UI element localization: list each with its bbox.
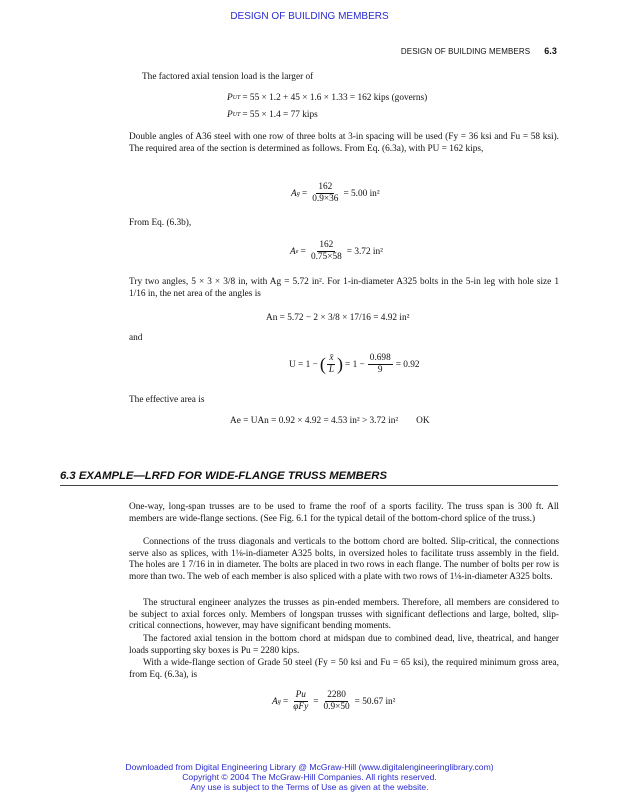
- footer-terms: Any use is subject to the Terms of Use as given at the website.: [190, 782, 429, 792]
- eq-ag-2-fraction-2: [321, 690, 351, 713]
- eq-u-rhs: = 0.92: [395, 359, 420, 370]
- eq-ae-1-fraction: [309, 240, 344, 263]
- para-4: The factored axial tension in the bottom chord at midspan due to combined dead, live, theatrical, and hanger loads supporting sky boxes is Pu = 2280 kips.: [129, 634, 559, 656]
- eq-ag-2-den1: φFy: [293, 702, 309, 712]
- eq-ae-1-lhs: A: [290, 246, 296, 257]
- eq-put-1: P UT = 55 × 1.2 + 45 × 1.6 × 1.33 = 162 kips (governs): [227, 93, 428, 103]
- eq-ag-2: A g = $\frac{Pu}{\text{φFy}}$ = $\frac{2280}{0.9\times 50}$ = 50.67 in²: [272, 690, 396, 712]
- footer-copyright: Copyright © 2004 The McGraw-Hill Companies. All rights reserved.: [182, 772, 437, 782]
- eq-ae-2: [230, 416, 430, 426]
- para-1: One-way, long-span trusses are to be used to frame the roof of a sports facility. The truss span is 300 ft. All members are wide-flange sections. (See Fig. 6.1 for the typical detail of the bottom-chord splice of the truss.): [129, 502, 559, 524]
- eq-u-fraction-1: [327, 353, 336, 376]
- eq-ae-1-sub: e: [295, 248, 299, 255]
- eq-ag-2-num2: 2280: [327, 690, 346, 700]
- top-banner: DESIGN OF BUILDING MEMBERS: [230, 11, 389, 22]
- eq-u-fraction-2: [368, 353, 393, 376]
- para-try: Try two angles, 5 × 3 × 3/8 in, with Ag = 5.72 in². For 1-in-diameter A325 bolts in the 5-in leg with hole size 1 1/16 in, the net area of the angles is: [129, 277, 559, 299]
- eq-ag-2-num1: Pu: [295, 690, 306, 700]
- eq-ag-lhs: A: [291, 188, 297, 199]
- eq-ag-rhs: = 5.00 in²: [343, 188, 380, 199]
- para-5: With a wide-flange section of Grade 50 steel (Fy = 50 ksi and Fu = 65 ksi), the required minimum gross area, from Eq. (6.3a), is: [129, 658, 559, 680]
- running-head: [401, 46, 557, 56]
- eq-ag-sub: g: [296, 190, 300, 197]
- eq-ae-2-expr: Ae = UAn = 0.92 × 4.92 = 4.53 in² > 3.72 in²: [230, 416, 399, 426]
- section-rule: [60, 485, 558, 486]
- eq-ag-2-rhs: = 50.67 in²: [354, 696, 396, 707]
- eq-u-num2: 0.698: [369, 353, 391, 363]
- eq-u-den1: L: [328, 365, 334, 375]
- eq-put-2-sub: UT: [232, 112, 241, 118]
- eq-put-1-rhs: = 55 × 1.2 + 45 × 1.6 × 1.33 = 162 kips (governs): [242, 93, 428, 103]
- eq-ag-fraction: [310, 182, 340, 205]
- eq-ag-2-lhs: A: [272, 696, 278, 707]
- eq-u-den2: 9: [377, 365, 383, 375]
- from-63b: From Eq. (6.3b),: [129, 218, 192, 228]
- effective-text: The effective area is: [129, 395, 205, 405]
- eq-ag: A g = $\frac{162}{0.9\times 36}$ = 5.00 in²: [291, 182, 380, 204]
- and-text: and: [129, 333, 143, 343]
- eq-u-num1: x̄: [329, 353, 334, 363]
- eq-ae-1-num: 162: [319, 240, 334, 250]
- eq-ae-1-den: 0.75×58: [310, 252, 342, 262]
- eq-u-close-paren: ): [337, 354, 343, 374]
- para-3: The structural engineer analyzes the trusses as pin-ended members. Therefore, all members are considered to be subject to axial forces only. Members of longspan trusses with significant deflections and large, bolted, slip-critical connections, however, may have significant bending moments.: [129, 598, 559, 632]
- eq-u: [289, 353, 420, 376]
- footer-download-link[interactable]: Downloaded from Digital Engineering Library @ McGraw-Hill (www.digitalengineeringlibrary.com): [125, 762, 494, 772]
- eq-ae-1: A e = $\frac{162}{0.75\times 58}$ = 3.72 in²: [290, 240, 383, 262]
- eq-ag-2-sub: g: [277, 698, 281, 705]
- para-angles: Double angles of A36 steel with one row of three bolts at 3-in spacing will be used (Fy = 36 ksi and Fu = 58 ksi). The required area of the section is determined as follows. From Eq. (6.3a), with PU = 162 kips,: [129, 132, 559, 154]
- eq-u-open-paren: (: [319, 354, 326, 374]
- eq-ag-2-den2: 0.9×50: [323, 702, 350, 712]
- eq-put-2: P UT = 55 × 1.4 = 77 kips: [227, 110, 318, 120]
- eq-an: An = 5.72 − 2 × 3/8 × 17/16 = 4.92 in²: [266, 313, 410, 323]
- eq-ag-den: 0.9×36: [312, 194, 339, 204]
- eq-put-1-sub: UT: [232, 95, 241, 101]
- eq-u-mid: = 1 −: [345, 359, 365, 370]
- eq-u-lhs: U = 1 −: [289, 359, 318, 370]
- intro-line: The factored axial tension load is the larger of: [142, 72, 314, 82]
- eq-ag-2-fraction-1: [291, 690, 310, 713]
- eq-ag-num: 162: [318, 182, 333, 192]
- page-number: 6.3: [544, 46, 557, 56]
- footer: [0, 762, 619, 792]
- eq-ae-1-rhs: = 3.72 in²: [346, 246, 383, 257]
- para-2: Connections of the truss diagonals and verticals to the bottom chord are bolted. Slip-critical, the connections serve also as splices, with 1⅛-in-diameter A325 bolts, in oversized holes to facilitate truss assembly in the field. The holes are 1 7/16 in in diameter. The bolts are placed in two rows in each flange. The number of bolts per row is more than two. The web of each member is also spliced with a plate with two rows of 1⅛-in-diameter A325 bolts.: [129, 537, 559, 582]
- section-heading: 6.3 EXAMPLE—LRFD FOR WIDE-FLANGE TRUSS MEMBERS: [60, 470, 387, 482]
- running-head-title: DESIGN OF BUILDING MEMBERS: [400, 47, 531, 56]
- eq-put-2-rhs: = 55 × 1.4 = 77 kips: [242, 110, 318, 120]
- eq-ae-2-ok: OK: [416, 416, 430, 426]
